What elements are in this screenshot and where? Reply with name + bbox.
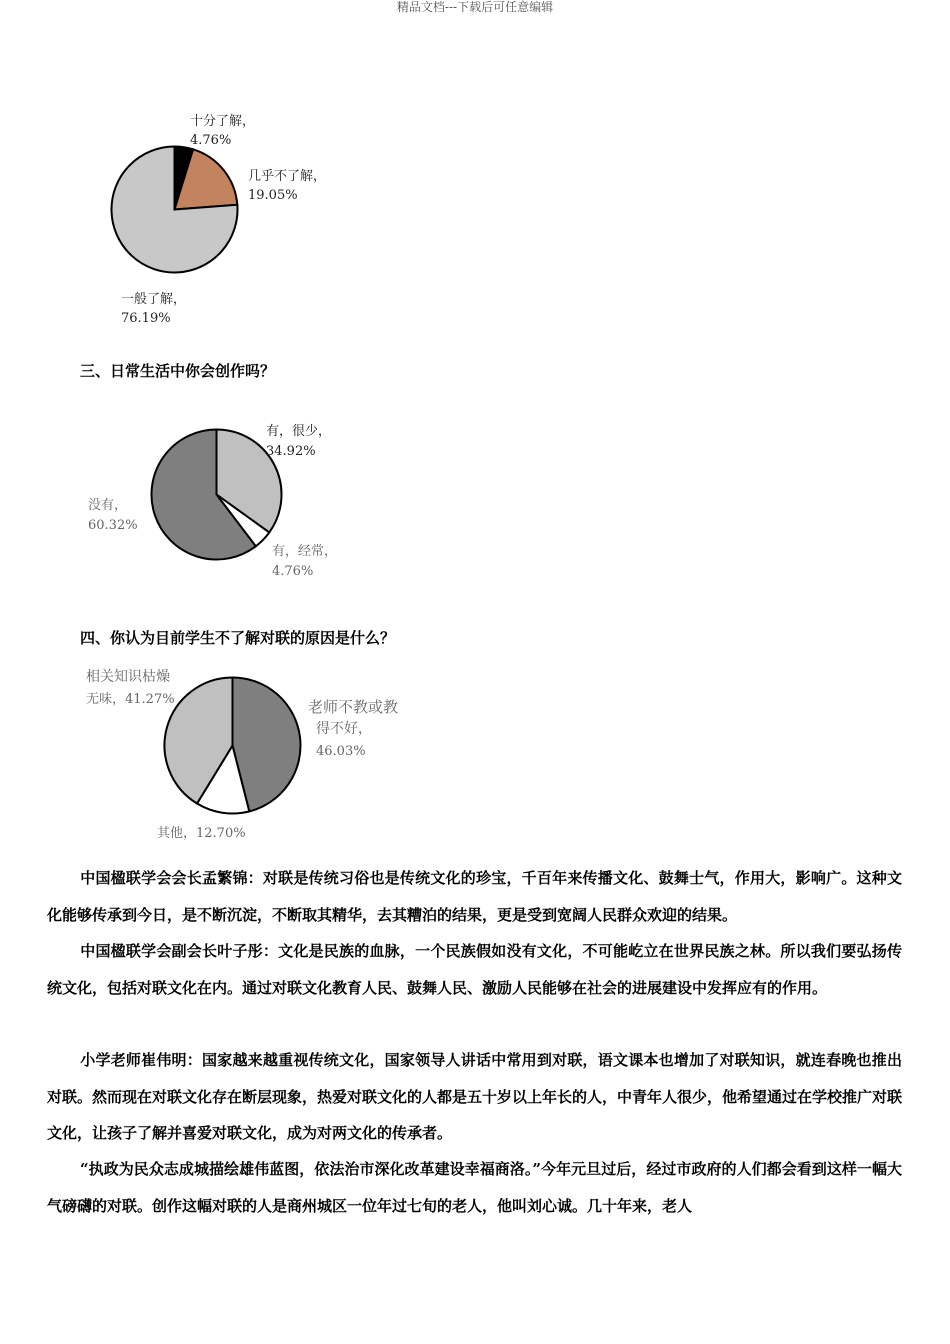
label-boring: 相关知识枯燥 [86,669,170,685]
pie-chart-reasons [163,676,305,818]
paragraph-2: 中国楹联学会副会长叶子彤：文化是民族的血脉，一个民族假如没有文化，不可能屹立在世界民族之林。所以我们要弘扬传统文化，包括对联文化在内。通过对联文化教育人民、鼓舞人民、激励人民能够在社会的进展建设中发挥应有的作用。 [47,942,902,997]
pie-chart-understanding [110,145,250,285]
question-three-title: 三、日常生活中你会创作吗？ [80,362,276,380]
value-very-understand: 4.76% [190,133,232,148]
question-four-title: 四、你认为目前学生不了解对联的原因是什么？ [80,629,396,647]
value-general-understand: 76.19% [121,311,171,326]
label-barely-understand: 几乎不了解， [248,169,327,184]
page-header: 精品文档---下载后可任意编辑 [396,0,554,14]
paragraph-3: 小学老师崔伟明：国家越来越重视传统文化，国家领导人讲话中常用到对联，语文课本也增加了对联知识，就连春晚也推出对联。然而现在对联文化存在断层现象，热爱对联文化的人都是五十岁以上年长的人，中青年人很少，他希望通过在学校推广对联文化，让孩子了解并喜爱对联文化，成为对两文化的传承者。 [47,1051,903,1142]
value-rarely: 34.92% [266,444,316,459]
paragraph-4: “执政为民众志成城描绘雄伟蓝图，依法治市深化改革建设幸福商洛。”今年元旦过后，经过市政府的人们都会看到这样一幅大气磅礴的对联。创作这幅对联的人是商州城区一位年过七旬的老人，他叫刘心诚。几十年来，老人 [47,1160,902,1215]
label-never: 没有， [88,498,128,513]
value-teacher: 46.03% [316,744,366,759]
value-often: 4.76% [272,564,314,579]
value-never: 60.32% [88,518,138,533]
label-general-understand: 一般了解， [121,292,187,307]
value-barely-understand: 19.05% [248,188,298,203]
label-teacher-2: 得不好， [316,721,372,737]
label-other: 其他，12.70% [157,826,246,841]
label-rarely: 有，很少， [266,424,332,439]
value-boring: 无味，41.27% [86,692,175,707]
paragraph-1: 中国楹联学会会长孟繁锦：对联是传统习俗也是传统文化的珍宝，千百年来传播文化、鼓舞士气，作用大，影响广。这种文化能够传承到今日，是不断沉淀，不断取其精华，去其糟泊的结果，更是受到宽阔人民群众欢迎的结果。 [47,869,902,924]
label-often: 有，经常， [272,544,338,559]
label-very-understand: 十分了解， [190,114,256,129]
label-teacher: 老师不教或教 [308,698,399,716]
